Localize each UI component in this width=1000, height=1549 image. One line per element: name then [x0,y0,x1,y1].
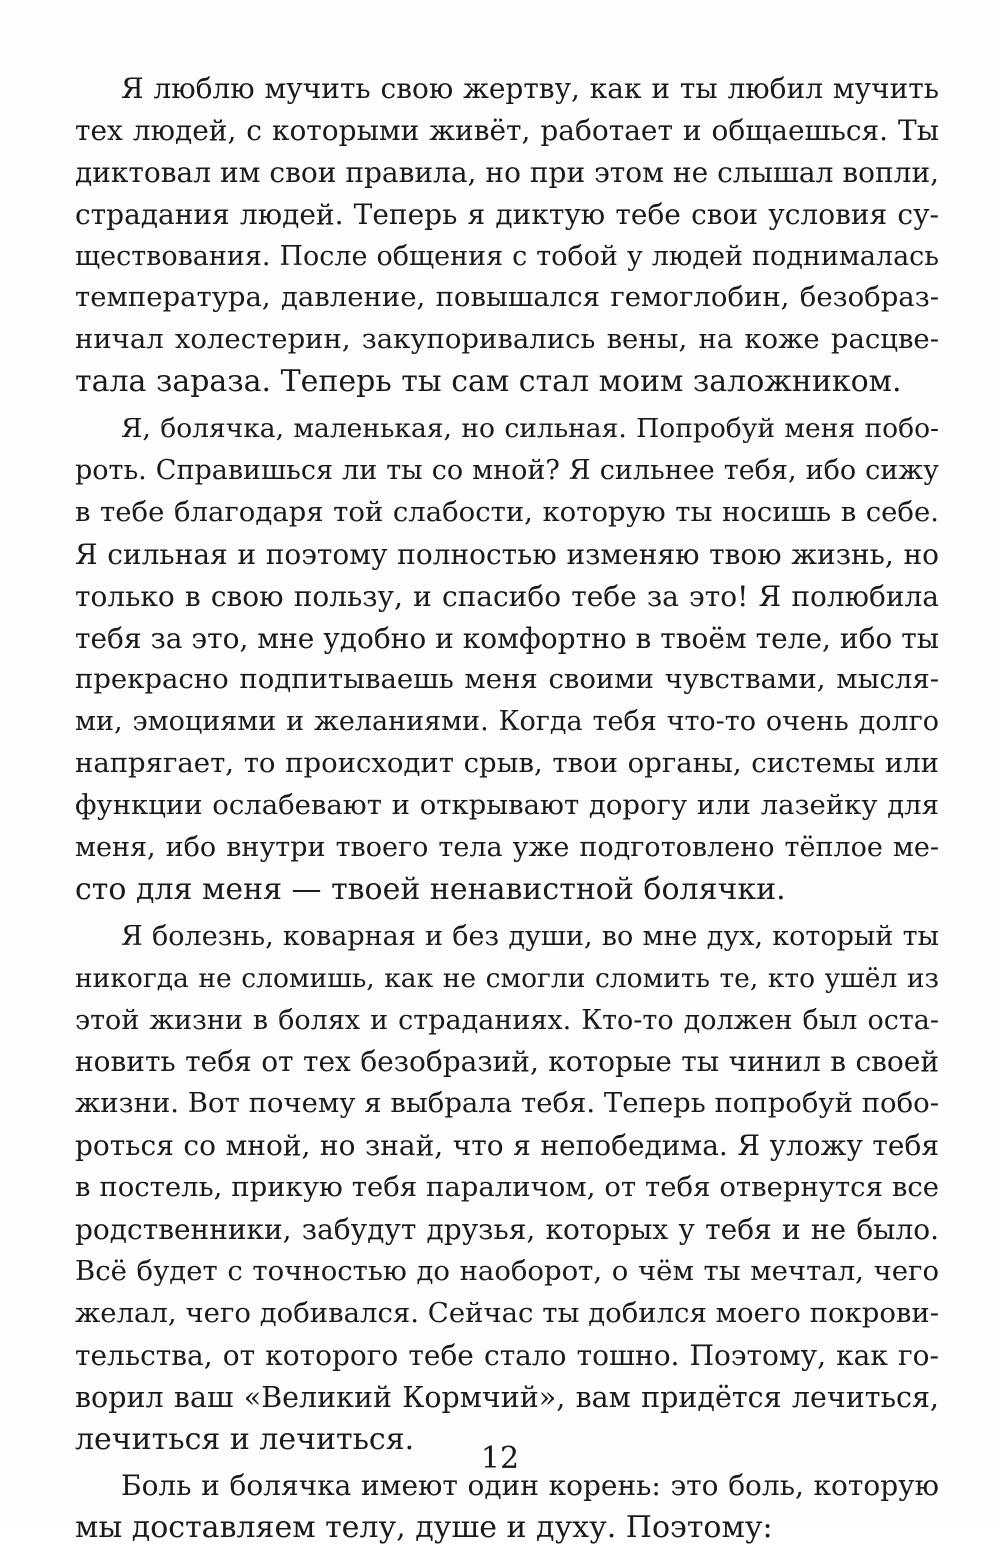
text-line: температура, давление, повышался гемоглобин, безобраз- [75,281,939,314]
text-line: мы доставляем телу, душе и духу. Поэтому: [75,1510,773,1546]
body-text [75,68,939,1549]
text-line: желал, чего добивался. Сейчас ты добился моего покрови- [75,1296,939,1329]
text-line: тебя за это, мне удобно и комфортно в твоём теле, ибо ты [75,621,939,655]
text-line: родственники, забудут друзья, которых у тебя и не было. [75,1213,939,1247]
text-line: меня, ибо внутри твоего тела уже подготовлено тёплое ме- [75,832,939,864]
text-line: тала зараза. Теперь ты сам стал моим заложником. [75,364,902,400]
text-line: Я болезнь, коварная и без души, во мне дух, который ты [121,920,939,952]
text-line: страдания людей. Теперь я диктую тебе свои условия су- [75,197,939,231]
text-line: новить тебя от тех безобразий, которые ты чинил в своей [75,1045,939,1079]
text-line: лечиться и лечиться. [75,1421,415,1457]
text-line: Я, болячка, маленькая, но сильная. Попробуй меня побо- [121,413,939,445]
text-line: никогда не сломишь, как не смогли сломить те, кто ушёл из [75,962,939,994]
text-line: в постель, прикую тебя параличом, от тебя отвернутся все [75,1171,939,1204]
text-line: в тебе благодаря той слабости, которую ты носишь в себе. [75,495,939,528]
text-line: жизни. Вот почему я выбрала тебя. Теперь попробуй побо- [75,1087,939,1120]
page-number: 12 [480,1441,520,1476]
text-line: ществования. После общения с тобой у людей поднималась [75,240,939,272]
paragraph [75,68,939,403]
text-line: роть. Справишься ли ты со мной? Я сильнее тебя, ибо сижу [75,455,939,487]
text-line: Боль и болячка имеют один корень: это боль, которую [121,1469,939,1503]
text-line: этой жизни в болях и страданиях. Кто-то должен был оста- [75,1004,939,1036]
text-line: функции ослабевают и открывают дорогу или лазейку для [75,789,939,822]
text-line: диктовал им свои правила, но при этом не слышал вопли, [75,155,939,189]
paragraph [75,408,939,911]
text-line: сто для меня — твоей ненавистной болячки. [75,871,786,907]
text-line: Я сильная и поэтому полностью изменяю твою жизнь, но [75,537,939,571]
text-line: ми, эмоциями и желаниями. Когда тебя что-то очень долго [75,706,939,738]
text-line: тех людей, с которыми живёт, работает и общаешься. Ты [75,113,939,147]
text-line: напрягает, то происходит срыв, твои органы, системы или [75,747,939,780]
text-line: только в свою пользу, и спасибо тебе за это! Я полюбила [75,579,939,613]
text-line: тельства, от которого тебе стало тошно. Поэтому, как го- [75,1338,939,1372]
text-line: Я люблю мучить свою жертву, как и ты любил мучить [121,72,939,105]
paragraph [75,916,939,1461]
text-line: роться со мной, но знай, что я непобедима. Я уложу тебя [75,1129,939,1163]
text-line: ворил ваш «Великий Кормчий», вам придётся лечиться, [75,1380,939,1414]
paragraph [75,1465,939,1549]
text-line: прекрасно подпитываешь меня своими чувствами, мысля- [75,663,939,696]
text-line: Всё будет с точностью до наоборот, о чём ты мечтал, чего [75,1254,939,1287]
text-line: ничал холестерин, закупоривались вены, на коже расцве- [75,323,939,356]
